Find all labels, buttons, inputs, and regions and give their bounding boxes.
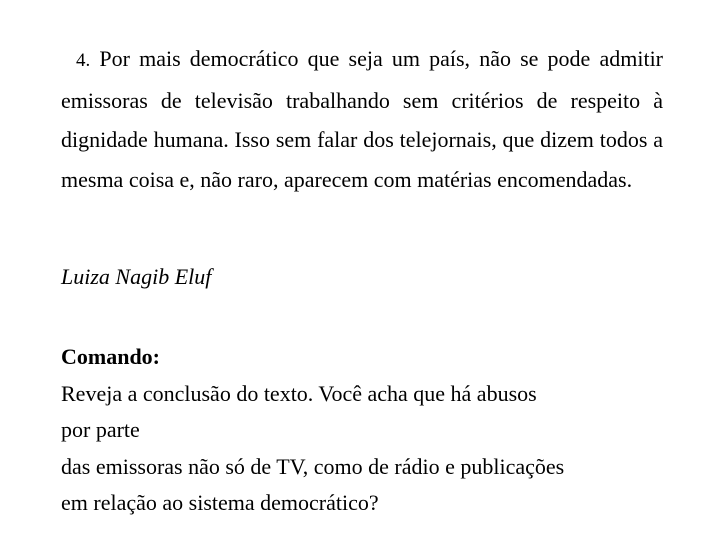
question-number: 4.: [76, 50, 91, 71]
command-title: Comando:: [61, 344, 161, 369]
command-line: das emissoras não só de TV, como de rádio e publicações: [61, 453, 565, 479]
command-line: Reveja a conclusão do texto. Você acha que há abusos: [61, 380, 537, 406]
command-line: em relação ao sistema democrático?: [61, 490, 379, 515]
question-text: Por mais democrático que seja um país, não se pode admitir emissoras de televisão trabalhando sem critérios de respeito à dignidade humana. Isso sem falar dos telejornais, que dizem todos a mesma coisa e, não raro, aparecem com matérias encomendadas.: [61, 46, 664, 192]
question-paragraph: [61, 39, 663, 199]
author-name: Luiza Nagib Eluf: [61, 264, 212, 289]
command-block: [61, 339, 681, 522]
command-line: por parte: [61, 417, 140, 442]
